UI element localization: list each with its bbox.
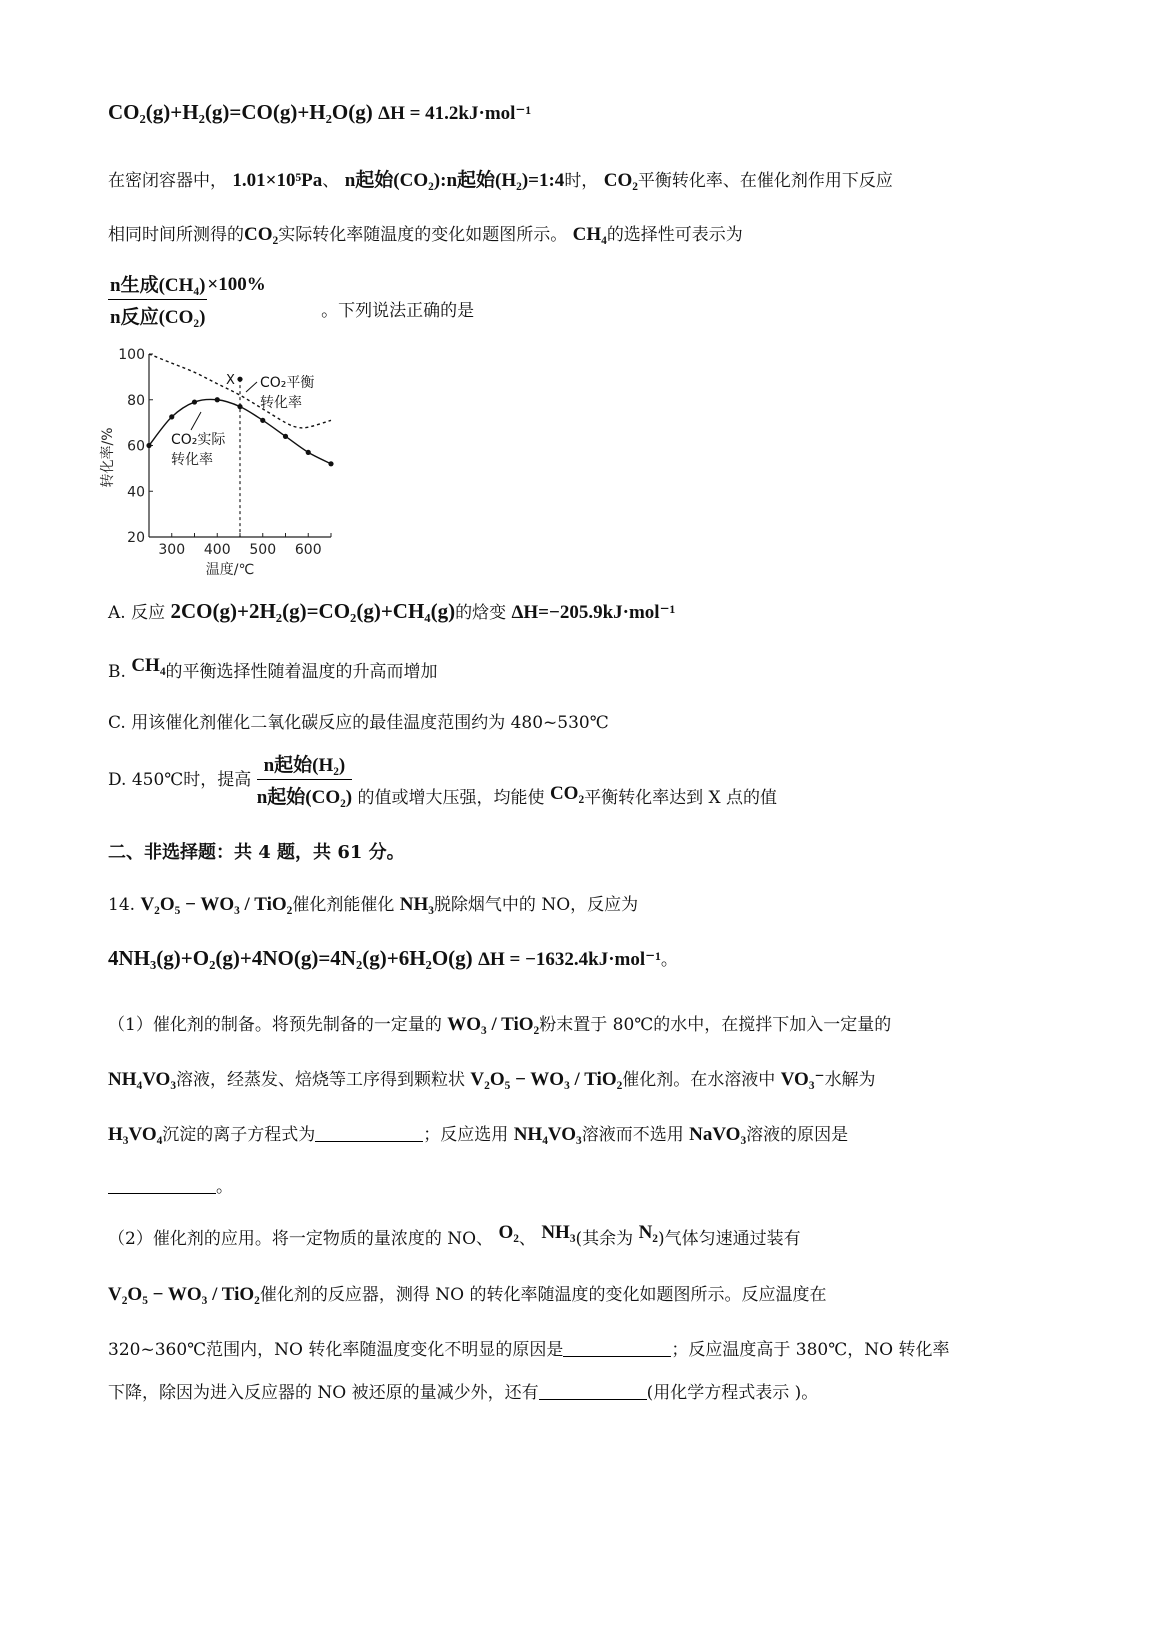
formula-ch4: CH₄	[131, 655, 166, 676]
text: 在密闭容器中，	[108, 171, 227, 191]
data-point	[260, 418, 265, 423]
answer-blank[interactable]	[563, 1340, 671, 1357]
text: 催化剂能催化	[292, 895, 395, 915]
text: 、	[518, 1229, 536, 1249]
text: 的值或增大压强，均能使	[357, 788, 545, 808]
ratio-fraction	[257, 750, 352, 809]
formula-o2: O₂	[498, 1222, 519, 1243]
text: (用化学方程式表示 )。	[646, 1383, 819, 1403]
sub-2-line-2	[108, 1280, 827, 1306]
pressure-value: 1.01×10⁵Pa	[232, 170, 323, 191]
text: 平衡转化率、在催化剂作用下反应	[637, 171, 893, 191]
sub-1-line-1	[108, 1010, 891, 1036]
text: （2）催化剂的应用。将一定物质的量浓度的 NO、	[108, 1229, 494, 1249]
data-point	[306, 450, 311, 455]
option-label: B.	[108, 662, 126, 682]
text: 溶液而不选用	[581, 1125, 684, 1145]
x-tick-label: 400	[203, 542, 231, 558]
answer-blank[interactable]	[108, 1177, 216, 1194]
text: 、	[322, 171, 340, 191]
equilibrium-label: CO₂平衡	[260, 375, 315, 391]
option-label: A. 反应	[108, 603, 166, 623]
data-point	[169, 414, 174, 419]
option-b	[108, 655, 438, 682]
text: 。	[660, 950, 678, 970]
data-point	[146, 443, 151, 448]
x-tick-label: 300	[158, 542, 186, 558]
equation-option-a: 2CO(g)+2H₂(g)=CO₂(g)+CH₄(g)	[170, 599, 456, 623]
y-tick-label: 60	[127, 438, 145, 455]
actual-leader	[191, 412, 201, 430]
formula-nh4vo3: NH₄VO₃	[108, 1069, 177, 1090]
formula-co2: CO₂	[549, 783, 585, 804]
actual-label: CO₂实际	[171, 432, 226, 448]
data-point	[192, 399, 197, 404]
x-axis-label: 温度/℃	[205, 562, 255, 578]
answer-blank[interactable]	[539, 1383, 647, 1400]
text: 的平衡选择性随着温度的升高而增加	[165, 662, 438, 682]
text: 平衡转化率达到 X 点的值	[584, 788, 778, 808]
text: ；反应温度高于 380℃，NO 转化率	[671, 1340, 950, 1360]
equilibrium-label-2: 转化率	[260, 395, 302, 411]
option-c: C. 用该催化剂催化二氧化碳反应的最佳温度范围约为 480~530℃	[108, 713, 609, 733]
question-number: 14.	[108, 895, 136, 915]
option-d	[108, 750, 777, 809]
section-heading: 二、非选择题：共 4 题，共 61 分。	[108, 842, 405, 863]
data-point	[215, 397, 220, 402]
y-axis-label: 转化率/%	[100, 427, 116, 488]
text: 。	[216, 1177, 233, 1197]
text: （1）催化剂的制备。将预先制备的一定量的	[108, 1015, 442, 1035]
text: )气体匀速通过装有	[658, 1229, 801, 1249]
formula-navo3: NaVO₃	[689, 1124, 747, 1145]
text: 相同时间所测得的	[108, 225, 244, 245]
ratio-expression: n起始(CO₂):n起始(H₂)=1:4	[344, 170, 565, 191]
formula-n2: N₂	[638, 1222, 658, 1243]
formula-co2: CO₂	[244, 224, 279, 245]
y-tick-label: 20	[127, 530, 145, 546]
sub-2-line-4	[108, 1378, 818, 1403]
sub-1-line-3	[108, 1120, 848, 1146]
conversion-chart	[96, 344, 346, 584]
y-tick-label: 80	[127, 392, 145, 409]
text: 的焓变	[455, 603, 507, 623]
fraction-numerator: n生成(CH₄)	[108, 270, 207, 300]
chart-labels	[171, 373, 314, 468]
text: 时，	[564, 171, 599, 191]
fraction-denominator: n起始(CO₂)	[256, 787, 353, 808]
sub-1-line-4	[108, 1172, 233, 1197]
text: 溶液的原因是	[746, 1125, 849, 1145]
text: 脱除烟气中的 NO，反应为	[433, 895, 639, 915]
x-tick-label: 600	[294, 542, 322, 558]
equation-co2-h2: CO₂(g)+H₂(g)=CO(g)+H₂O(g)	[108, 100, 373, 124]
y-tick-label: 40	[127, 484, 145, 501]
selectivity-expression	[108, 270, 474, 329]
text: 320~360℃范围内，NO 转化率随温度变化不明显的原因是	[108, 1340, 564, 1360]
sub-1-line-2	[108, 1065, 876, 1091]
data-point	[328, 461, 333, 466]
text: 的选择性可表示为	[606, 225, 743, 245]
text: 下降，除因为进入反应器的 NO 被还原的量减少外，还有	[108, 1383, 539, 1403]
text: 催化剂。在水溶液中	[622, 1070, 776, 1090]
text: 沉淀的离子方程式为	[162, 1125, 316, 1145]
fraction-numerator: n起始(H₂)	[257, 750, 352, 780]
text: 粉末置于 80℃的水中，在搅拌下加入一定量的	[539, 1015, 892, 1035]
formula-nh3: NH₃	[399, 894, 434, 915]
text: 。下列说法正确的是	[321, 301, 475, 321]
answer-blank[interactable]	[315, 1125, 423, 1142]
text: (其余为	[575, 1229, 634, 1249]
formula-h3vo4: H₃VO₄	[108, 1124, 163, 1145]
text: 催化剂的反应器，测得 NO 的转化率随温度的变化如题图所示。反应温度在	[259, 1285, 827, 1305]
formula-co2: CO₂	[603, 170, 638, 191]
catalyst-formula: V₂O₅ − WO₃ / TiO₂	[140, 894, 293, 915]
equation-line-1	[108, 100, 531, 125]
enthalpy-option-a: ΔH=−205.9kJ·mol⁻¹	[511, 602, 676, 623]
formula-nh3: NH₃	[541, 1222, 576, 1243]
formula-ch4: CH₄	[572, 224, 607, 245]
selectivity-fraction	[108, 270, 207, 329]
enthalpy-value: ΔH = 41.2kJ·mol⁻¹	[378, 103, 532, 124]
formula-nh4vo3: NH₄VO₃	[513, 1124, 582, 1145]
percent-factor: ×100%	[207, 274, 266, 295]
paragraph-line-2	[108, 220, 743, 246]
data-point	[283, 434, 288, 439]
fraction-denominator: n反应(CO₂)	[110, 307, 206, 328]
text: 溶液，经蒸发、焙烧等工序得到颗粒状	[176, 1070, 466, 1090]
formula-vo3: VO₃⁻	[780, 1069, 825, 1090]
text: 实际转化率随温度的变化如题图所示。	[278, 225, 568, 245]
formula-wo3-tio2: WO₃ / TiO₂	[447, 1014, 540, 1035]
sub-2-line-1	[108, 1222, 801, 1249]
question-14	[108, 890, 638, 916]
option-label: D. 450℃时，提高	[108, 770, 252, 790]
enthalpy-denox: ΔH = −1632.4kJ·mol⁻¹	[478, 949, 661, 970]
equation-denox: 4NH₃(g)+O₂(g)+4NO(g)=4N₂(g)+6H₂O(g)	[108, 946, 473, 970]
point-x-label: X	[226, 373, 235, 389]
text: ；反应选用	[423, 1125, 509, 1145]
y-tick-label: 100	[118, 347, 145, 363]
x-tick-label: 500	[249, 542, 277, 558]
text: 水解为	[824, 1070, 876, 1090]
point-x-marker	[237, 377, 242, 382]
option-a	[108, 598, 675, 624]
sub-2-line-3	[108, 1335, 949, 1360]
equilibrium-leader	[246, 382, 257, 392]
actual-label-2: 转化率	[171, 452, 213, 468]
catalyst-formula: V₂O₅ − WO₃ / TiO₂	[470, 1069, 623, 1090]
question-14-equation	[108, 945, 678, 971]
catalyst-formula: V₂O₅ − WO₃ / TiO₂	[108, 1284, 260, 1305]
paragraph-line-1	[108, 165, 893, 192]
